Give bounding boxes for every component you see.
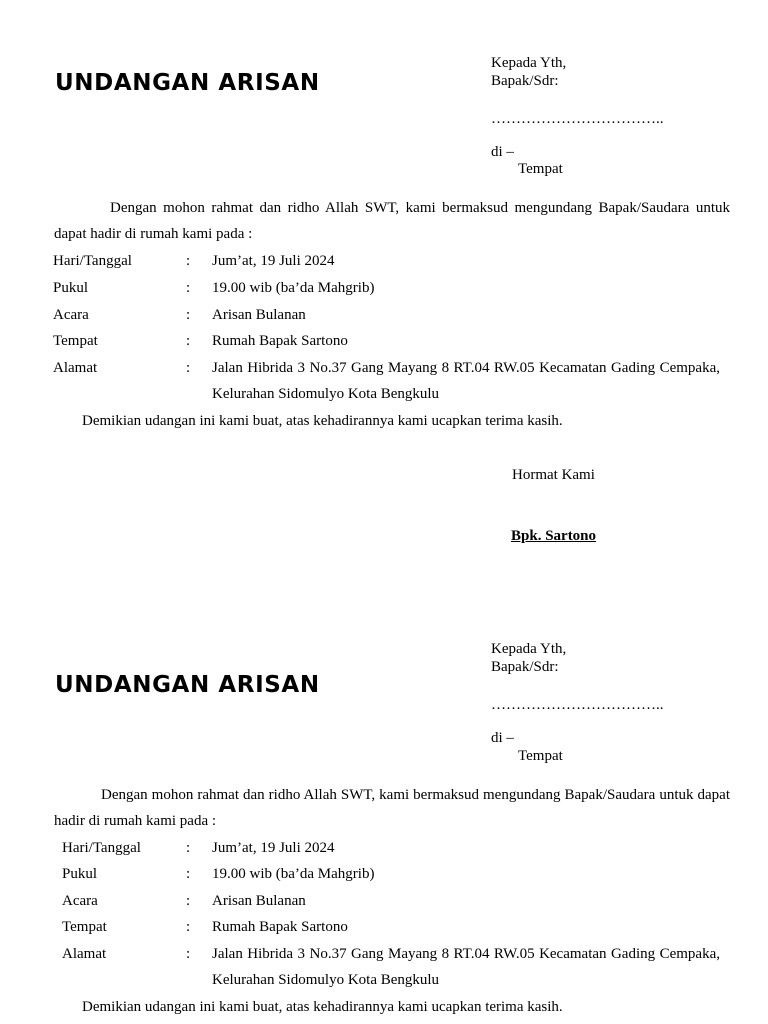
detail-value-address: Jalan Hibrida 3 No.37 Gang Mayang 8 RT.04 RW.05 Kecamatan Gading Cempaka, Kelurahan Sidomulyo Kota Bengkulu	[212, 946, 720, 988]
detail-label: Pukul	[62, 866, 98, 882]
detail-colon: :	[186, 919, 191, 935]
detail-value: Arisan Bulanan	[212, 307, 306, 323]
detail-value: Arisan Bulanan	[212, 893, 306, 909]
closing-sentence: Demikian udangan ini kami buat, atas kehadirannya kami ucapkan terima kasih.	[82, 999, 563, 1015]
detail-value: 19.00 wib (ba’da Mahgrib)	[212, 280, 375, 296]
detail-colon: :	[186, 253, 191, 269]
detail-label: Acara	[62, 893, 98, 909]
detail-label: Alamat	[53, 360, 98, 376]
detail-colon: :	[186, 333, 191, 349]
opening-paragraph: Dengan mohon rahmat dan ridho Allah SWT, kami bermaksud mengundang Bapak/Saudara untuk dapat hadir di rumah kami pada :	[54, 787, 730, 829]
detail-label: Tempat	[62, 919, 107, 935]
recipient-name-blank: ……………………………..	[491, 697, 664, 713]
invitation-title: UNDANGAN ARISAN	[55, 672, 320, 698]
detail-value: Jum’at, 19 Juli 2024	[212, 840, 335, 856]
detail-value: 19.00 wib (ba’da Mahgrib)	[212, 866, 375, 882]
detail-row-date	[0, 840, 768, 860]
regards-text: Hormat Kami	[512, 467, 595, 483]
detail-colon: :	[186, 840, 191, 856]
recipient-place: Tempat	[518, 161, 563, 177]
detail-value: Rumah Bapak Sartono	[212, 919, 348, 935]
detail-label: Pukul	[53, 280, 89, 296]
detail-colon: :	[186, 360, 191, 376]
detail-value: Rumah Bapak Sartono	[212, 333, 348, 349]
recipient-name-blank: ……………………………..	[491, 111, 664, 127]
detail-row-time	[0, 866, 768, 886]
detail-label: Hari/Tanggal	[53, 253, 132, 269]
recipient-salutation: Bapak/Sdr:	[491, 659, 559, 675]
signer-name: Bpk. Sartono	[511, 528, 597, 544]
detail-value: Jum’at, 19 Juli 2024	[212, 253, 335, 269]
detail-row-time	[0, 280, 768, 300]
detail-colon: :	[186, 893, 191, 909]
recipient-salutation: Bapak/Sdr:	[491, 73, 559, 89]
detail-label: Hari/Tanggal	[62, 840, 141, 856]
recipient-greeting: Kepada Yth,	[491, 55, 567, 71]
closing-sentence: Demikian udangan ini kami buat, atas kehadirannya kami ucapkan terima kasih.	[82, 413, 563, 429]
detail-row-event	[0, 893, 768, 913]
recipient-di: di –	[491, 730, 514, 746]
invitation-title: UNDANGAN ARISAN	[55, 70, 320, 96]
recipient-place: Tempat	[518, 748, 563, 764]
detail-colon: :	[186, 307, 191, 323]
detail-colon: :	[186, 280, 191, 296]
detail-label: Acara	[53, 307, 89, 323]
detail-label: Tempat	[53, 333, 98, 349]
recipient-greeting: Kepada Yth,	[491, 641, 567, 657]
detail-colon: :	[186, 946, 191, 962]
detail-label: Alamat	[62, 946, 107, 962]
detail-value-address: Jalan Hibrida 3 No.37 Gang Mayang 8 RT.04 RW.05 Kecamatan Gading Cempaka, Kelurahan Sidomulyo Kota Bengkulu	[212, 360, 720, 402]
detail-row-date	[0, 253, 768, 273]
detail-row-event	[0, 307, 768, 327]
detail-row-venue	[0, 919, 768, 939]
detail-colon: :	[186, 866, 191, 882]
detail-row-venue	[0, 333, 768, 353]
recipient-di: di –	[491, 144, 514, 160]
opening-paragraph: Dengan mohon rahmat dan ridho Allah SWT, kami bermaksud mengundang Bapak/Saudara untuk dapat hadir di rumah kami pada :	[54, 200, 730, 242]
